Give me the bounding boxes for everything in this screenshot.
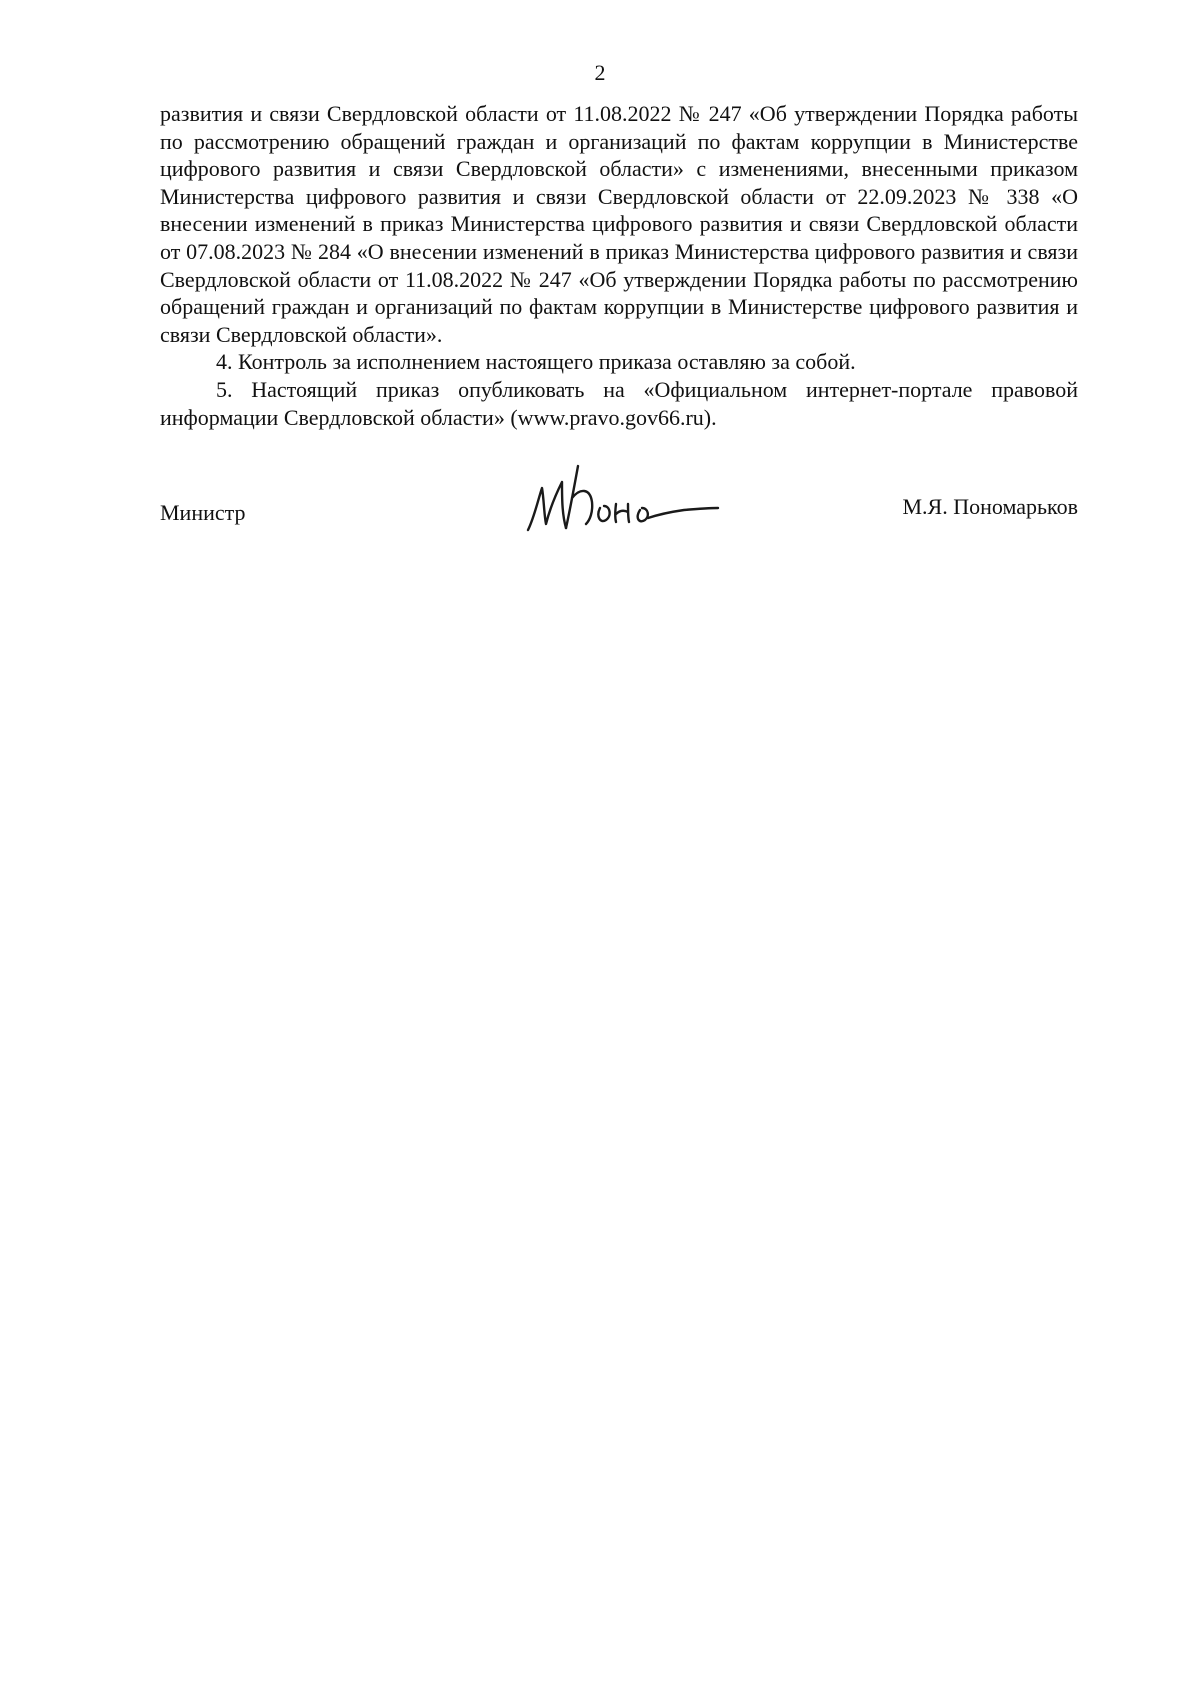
document-body xyxy=(160,100,1078,431)
handwritten-signature xyxy=(520,458,720,548)
paragraph-item-4: 4. Контроль за исполнением настоящего приказа оставляю за собой. xyxy=(216,349,856,375)
signature-stroke-o2 xyxy=(638,508,648,521)
signature-stroke-o xyxy=(598,506,609,521)
signature-block xyxy=(160,458,1078,578)
signature-stroke-p xyxy=(566,466,592,528)
signature-stroke-n xyxy=(615,504,629,522)
signature-stroke-tail xyxy=(648,508,718,518)
position-title: Министр xyxy=(160,500,246,525)
page-number: 2 xyxy=(594,60,606,85)
signature-stroke-m xyxy=(528,482,566,530)
signer-name: М.Я. Пономарьков xyxy=(902,494,1078,519)
paragraph-item-5: 5. Настоящий приказ опубликовать на «Официальном интернет-портале правовой информации Свердловской области» (www.pravo.gov66.ru). xyxy=(160,376,1078,430)
paragraph-continuation: развития и связи Свердловской области от 11.08.2022 № 247 «Об утверждении Порядка работы по рассмотрению обращений граждан и организаций по фактам коррупции в Министерстве цифрового развития и связи Свердловской области» с изменениями, внесенными приказом Министерства цифрового развития и связи Свердловской области от 22.09.2023 № 338 «О внесении изменений в приказ Министерства цифрового развития и связи Свердловской области от 07.08.2023 № 284 «О внесении изменений в приказ Министерства цифрового развития и связи Свердловской области от 11.08.2022 № 247 «Об утверждении Порядка работы по рассмотрению обращений граждан и организаций по фактам коррупции в Министерстве цифрового развития и связи Свердловской области». xyxy=(160,101,1078,347)
